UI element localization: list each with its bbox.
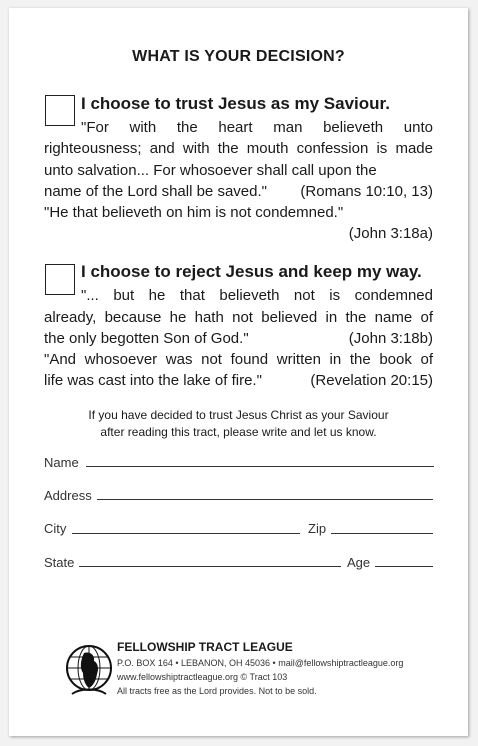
state-field[interactable] — [79, 566, 341, 567]
zip-label: Zip — [308, 521, 327, 536]
trust-verse-line1: "For with the heart man believeth unto — [81, 119, 433, 136]
reject-verse-last: the only begotten Son of God." — [44, 330, 249, 347]
trust-heading: I choose to trust Jesus as my Saviour. — [81, 94, 390, 113]
state-label: State — [44, 555, 75, 570]
age-label: Age — [347, 555, 371, 570]
reject-verse2-line1: "And whosoever was not found written in the book of — [44, 351, 433, 368]
tract-card — [9, 8, 468, 736]
reject-checkbox[interactable] — [45, 264, 75, 295]
org-website: www.fellowshiptractleague.org © Tract 103 — [117, 672, 288, 682]
reject-verse-body: already, because he hath not believed in the name of — [44, 309, 433, 326]
trust-verse-last-row — [44, 181, 433, 203]
globe-icon — [64, 641, 114, 697]
zip-field[interactable] — [331, 533, 433, 534]
trust-verse2: "He that believeth on him is not condemned." — [44, 204, 344, 221]
trust-verse-body: righteousness; and with the mouth confession is made unto salvation... For whosoever shall call upon the — [44, 140, 433, 179]
org-note: All tracts free as the Lord provides. Not to be sold. — [117, 686, 317, 696]
city-field[interactable] — [72, 533, 300, 534]
address-label: Address — [44, 488, 92, 503]
org-address: P.O. BOX 164 • LEBANON, OH 45036 • mail@fellowshiptractleague.org — [117, 658, 404, 668]
reject-verse-ref2: (Revelation 20:15) — [310, 372, 433, 389]
reject-verse2-last: life was cast into the lake of fire." — [44, 372, 262, 389]
reject-verse-ref1: (John 3:18b) — [348, 330, 433, 347]
trust-checkbox[interactable] — [45, 95, 75, 126]
reject-verse2-last-row — [44, 370, 433, 392]
trust-verse-ref1: (Romans 10:10, 13) — [300, 183, 433, 200]
reject-heading: I choose to reject Jesus and keep my way. — [81, 262, 422, 281]
trust-verse-ref2: (John 3:18a) — [348, 225, 433, 242]
trust-verse-last: name of the Lord shall be saved." — [44, 183, 267, 200]
page-title: WHAT IS YOUR DECISION? — [132, 48, 345, 65]
city-label: City — [44, 521, 67, 536]
invite-line2: after reading this tract, please write and let us know. — [100, 425, 377, 439]
org-name: FELLOWSHIP TRACT LEAGUE — [117, 640, 293, 654]
reject-verse-line1: "... but he that believeth not is condemned — [81, 287, 433, 304]
name-field[interactable] — [86, 466, 434, 467]
name-label: Name — [44, 455, 79, 470]
address-field[interactable] — [97, 499, 433, 500]
invite-line1: If you have decided to trust Jesus Christ as your Saviour — [88, 408, 389, 422]
age-field[interactable] — [375, 566, 433, 567]
reject-verse-last-row — [44, 328, 433, 350]
